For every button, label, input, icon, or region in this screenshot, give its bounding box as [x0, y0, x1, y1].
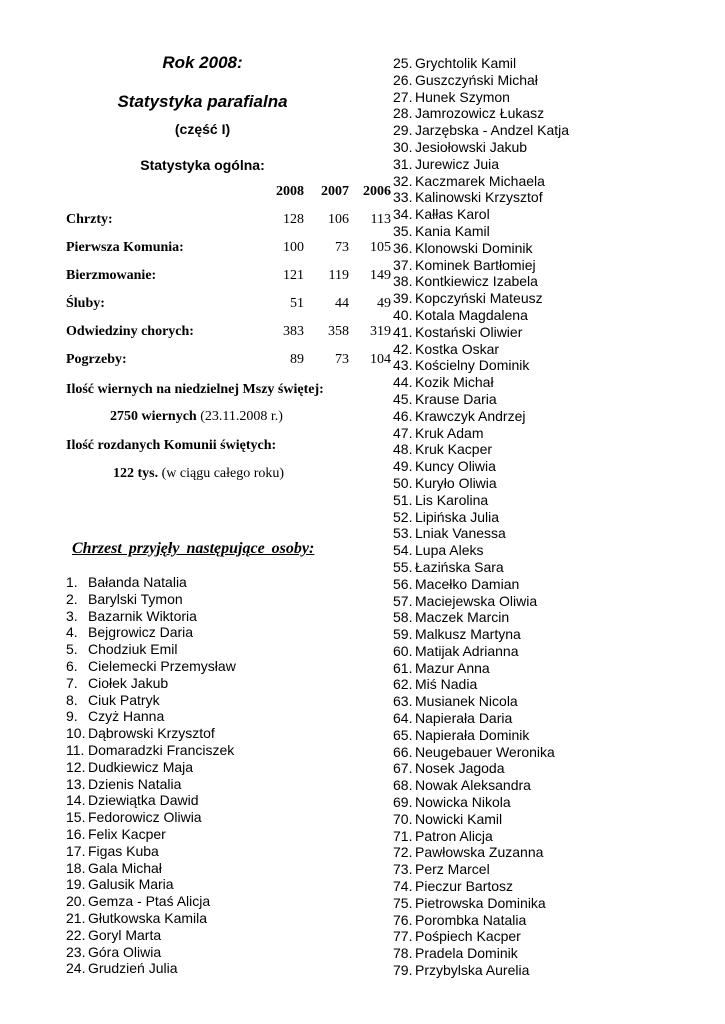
list-item-number: 79.	[393, 962, 413, 979]
list-item	[393, 223, 569, 240]
list-item	[393, 643, 569, 660]
list-item	[393, 89, 569, 106]
stats-value: 106	[328, 212, 349, 227]
stats-value: 105	[370, 240, 391, 255]
list-item-name: Pradela Dominik	[415, 945, 518, 962]
communion-label: Ilość rozdanych Komunii świętych:	[66, 438, 277, 453]
list-item-number: 68.	[393, 777, 413, 794]
list-item	[393, 206, 569, 223]
list-item	[66, 927, 236, 944]
list-item	[66, 843, 236, 860]
list-item-number: 67.	[393, 760, 413, 777]
list-item	[393, 828, 569, 845]
list-item-number: 32.	[393, 172, 413, 189]
stats-label: Odwiedziny chorych:	[66, 324, 194, 339]
list-item-number: 73.	[393, 861, 413, 878]
list-item-name: Kościelny Dominik	[415, 357, 530, 374]
list-item-number: 27.	[393, 88, 413, 105]
list-item-name: Lniak Vanessa	[415, 525, 506, 542]
list-item-name: Felix Kacper	[88, 825, 166, 842]
list-item	[393, 962, 569, 979]
list-item	[393, 441, 569, 458]
list-item-name: Nowicki Kamil	[415, 810, 503, 827]
list-item-number: 29.	[393, 122, 413, 139]
list-item-name: Gemza - Ptaś Alicja	[88, 893, 211, 910]
list-item-name: Jurewicz Juia	[415, 155, 500, 172]
stats-value: 89	[290, 352, 304, 367]
list-item	[66, 658, 236, 675]
part-subtitle: (część I)	[174, 121, 231, 137]
list-item	[393, 374, 569, 391]
year-title: Rok 2008:	[162, 53, 243, 72]
list-item	[66, 624, 236, 641]
list-item-name: Figas Kuba	[88, 842, 159, 859]
list-item-name: Galusik Maria	[88, 876, 174, 893]
list-item	[393, 173, 569, 190]
list-item-number: 61.	[393, 659, 413, 676]
list-item	[393, 391, 569, 408]
list-item-number: 42.	[393, 340, 413, 357]
stats-value: 44	[335, 296, 349, 311]
list-item-name: Nowicka Nikola	[415, 794, 511, 811]
list-item-number: 40.	[393, 306, 413, 323]
list-item-name: Napierała Dominik	[415, 726, 530, 743]
list-item	[393, 542, 569, 559]
list-item-number: 48.	[393, 441, 413, 458]
list-item-name: Patron Alicja	[415, 827, 493, 844]
list-item-name: Kozik Michał	[415, 374, 494, 391]
list-item-number: 19.	[66, 876, 86, 893]
list-item-name: Kania Kamil	[415, 222, 490, 239]
list-item-number: 70.	[393, 810, 413, 827]
baptized-list-right	[393, 55, 569, 979]
list-item	[393, 257, 569, 274]
list-item-name: Klonowski Dominik	[415, 239, 533, 256]
list-item	[393, 878, 569, 895]
list-item	[393, 55, 569, 72]
main-title: Statystyka parafialna	[117, 92, 288, 111]
list-item-name: Głutkowska Kamila	[88, 909, 208, 926]
list-item-number: 17.	[66, 842, 86, 859]
list-item-number: 53.	[393, 525, 413, 542]
list-item-name: Ciuk Patryk	[88, 691, 160, 708]
stats-label: Pogrzeby:	[66, 352, 127, 367]
list-item	[393, 727, 569, 744]
list-item	[393, 425, 569, 442]
list-item	[393, 509, 569, 526]
list-item-number: 13.	[66, 775, 86, 792]
list-item-name: Pietrowska Dominika	[415, 894, 546, 911]
list-item-number: 16.	[66, 825, 86, 842]
list-item-number: 33.	[393, 189, 413, 206]
list-item-number: 51.	[393, 491, 413, 508]
list-item-name: Krause Daria	[415, 390, 497, 407]
list-item-name: Chodziuk Emil	[88, 641, 178, 658]
list-item-number: 52.	[393, 508, 413, 525]
list-item-name: Lis Karolina	[415, 491, 489, 508]
list-item-name: Grudzień Julia	[88, 960, 178, 977]
list-item-number: 10.	[66, 725, 86, 742]
list-item	[393, 710, 569, 727]
list-item-name: Macełko Damian	[415, 575, 520, 592]
list-item-number: 30.	[393, 138, 413, 155]
list-item-number: 15.	[66, 809, 86, 826]
list-item-name: Kotala Magdalena	[415, 306, 528, 323]
list-item-number: 22.	[66, 926, 86, 943]
list-item-name: Pośpiech Kacper	[415, 928, 521, 945]
list-item-number: 55.	[393, 558, 413, 575]
list-item-number: 31.	[393, 155, 413, 172]
year-header: 2006	[363, 184, 391, 199]
list-item-number: 25.	[393, 55, 413, 71]
list-item	[66, 608, 236, 625]
list-item	[393, 525, 569, 542]
list-item-number: 36.	[393, 239, 413, 256]
list-item-name: Malkusz Martyna	[415, 626, 521, 643]
list-item-name: Kuryło Oliwia	[415, 474, 497, 491]
list-item	[66, 759, 236, 776]
list-item-number: 9.	[66, 708, 78, 725]
list-item-name: Barylski Tymon	[88, 590, 183, 607]
list-item-name: Guszczyński Michał	[415, 71, 538, 88]
list-item	[393, 945, 569, 962]
list-item-number: 18.	[66, 859, 86, 876]
list-item	[393, 341, 569, 358]
list-item-name: Gala Michał	[88, 859, 162, 876]
list-item	[393, 844, 569, 861]
list-item-number: 20.	[66, 893, 86, 910]
list-item-name: Kominek Bartłomiej	[415, 256, 536, 273]
list-item-name: Pieczur Bartosz	[415, 878, 514, 895]
list-item	[66, 876, 236, 893]
list-item-number: 66.	[393, 743, 413, 760]
list-item	[393, 189, 569, 206]
list-item	[393, 794, 569, 811]
list-item	[66, 641, 236, 658]
list-item	[393, 760, 569, 777]
list-item	[393, 811, 569, 828]
stats-label: Pierwsza Komunia:	[66, 240, 184, 255]
list-item-number: 46.	[393, 407, 413, 424]
list-item-name: Jamrozowicz Łukasz	[415, 105, 545, 122]
stats-value: 113	[370, 212, 391, 227]
list-item-name: Miś Nadia	[415, 676, 478, 693]
list-item	[66, 776, 236, 793]
list-item-number: 77.	[393, 928, 413, 945]
list-item	[393, 105, 569, 122]
list-item-number: 65.	[393, 726, 413, 743]
list-item-number: 44.	[393, 374, 413, 391]
list-item-number: 12.	[66, 758, 86, 775]
list-item	[393, 408, 569, 425]
list-item-name: Łazińska Sara	[415, 558, 504, 575]
list-item-number: 71.	[393, 827, 413, 844]
list-item-name: Kostański Oliwier	[415, 323, 523, 340]
list-item-name: Neugebauer Weronika	[415, 743, 555, 760]
list-item-name: Jarzębska - Andzel Katja	[415, 122, 570, 139]
list-item	[66, 675, 236, 692]
list-item	[393, 273, 569, 290]
list-item-number: 76.	[393, 911, 413, 928]
stats-value: 319	[370, 324, 391, 339]
list-item-number: 2.	[66, 590, 78, 607]
stats-value: 51	[290, 296, 304, 311]
list-item-name: Kalinowski Krzysztof	[415, 189, 543, 206]
list-item-number: 58.	[393, 609, 413, 626]
list-item	[393, 307, 569, 324]
stats-value: 100	[283, 240, 304, 255]
communion-note: (w ciągu całego roku)	[161, 466, 285, 481]
stats-value: 121	[283, 268, 304, 283]
year-header: 2007	[321, 184, 349, 199]
list-item	[393, 576, 569, 593]
list-item-name: Nosek Jagoda	[415, 760, 505, 777]
list-item-name: Kontkiewicz Izabela	[415, 273, 538, 290]
list-item-name: Bałanda Natalia	[88, 574, 187, 590]
list-item-number: 50.	[393, 474, 413, 491]
list-item	[393, 324, 569, 341]
list-item-number: 62.	[393, 676, 413, 693]
list-item	[66, 692, 236, 709]
list-item-number: 63.	[393, 693, 413, 710]
list-item-name: Krawczyk Andrzej	[415, 407, 526, 424]
list-item-number: 14.	[66, 792, 86, 809]
list-item-number: 49.	[393, 458, 413, 475]
communion-value-line	[113, 466, 284, 482]
attendance-value: 2750 wiernych	[110, 409, 197, 424]
general-stats-heading: Statystyka ogólna:	[140, 157, 265, 173]
list-item-name: Maczek Marcin	[415, 609, 510, 626]
list-item	[393, 676, 569, 693]
list-item-name: Ciołek Jakub	[88, 674, 169, 691]
list-item-name: Kaczmarek Michaela	[415, 172, 545, 189]
stats-value: 73	[335, 352, 349, 367]
list-item	[393, 559, 569, 576]
list-item-number: 57.	[393, 592, 413, 609]
list-item-number: 72.	[393, 844, 413, 861]
list-item-name: Napierała Daria	[415, 710, 513, 727]
list-item-number: 59.	[393, 626, 413, 643]
list-item-number: 78.	[393, 945, 413, 962]
list-item-name: Dudkiewicz Maja	[88, 758, 194, 775]
list-item-number: 5.	[66, 641, 78, 658]
list-item-name: Musianek Nicola	[415, 693, 518, 710]
list-item-name: Kostka Oskar	[415, 340, 500, 357]
list-item-name: Goryl Marta	[88, 926, 162, 943]
list-item	[66, 860, 236, 877]
list-item	[393, 912, 569, 929]
list-item	[66, 708, 236, 725]
list-item-number: 11.	[66, 741, 85, 758]
list-item	[393, 777, 569, 794]
list-item-number: 21.	[66, 909, 86, 926]
list-item	[66, 792, 236, 809]
list-item-name: Hunek Szymon	[415, 88, 510, 105]
list-item-name: Bejgrowicz Daria	[88, 624, 194, 641]
list-item-number: 64.	[393, 710, 413, 727]
list-item-number: 26.	[393, 71, 413, 88]
list-item-name: Jesiołowski Jakub	[415, 138, 528, 155]
list-item-name: Dzienis Natalia	[88, 775, 182, 792]
list-item	[393, 895, 569, 912]
list-item	[393, 593, 569, 610]
list-item-name: Dziewiątka Dawid	[88, 792, 199, 809]
list-item-name: Czyż Hanna	[88, 708, 165, 725]
list-item-name: Kałłas Karol	[415, 206, 490, 223]
list-item-name: Matijak Adrianna	[415, 642, 519, 659]
stats-label: Śluby:	[66, 296, 105, 311]
list-item	[393, 290, 569, 307]
stats-value: 383	[283, 324, 304, 339]
list-item-number: 37.	[393, 256, 413, 273]
list-item-name: Grychtolik Kamil	[415, 55, 517, 71]
stats-label: Chrzty:	[66, 212, 113, 227]
list-item	[66, 944, 236, 961]
list-item-name: Domaradzki Franciszek	[88, 741, 235, 758]
list-item-number: 34.	[393, 206, 413, 223]
stats-value: 149	[370, 268, 391, 283]
list-item	[393, 928, 569, 945]
stats-value: 104	[370, 352, 391, 367]
list-item	[66, 826, 236, 843]
list-item-name: Bazarnik Wiktoria	[88, 607, 197, 624]
stats-label: Bierzmowanie:	[66, 268, 157, 283]
list-item-number: 28.	[393, 105, 413, 122]
list-item-number: 38.	[393, 273, 413, 290]
attendance-value-line	[110, 409, 283, 425]
list-item	[393, 156, 569, 173]
list-item	[393, 139, 569, 156]
list-item	[393, 744, 569, 761]
list-item-number: 24.	[66, 960, 86, 977]
list-item-number: 47.	[393, 424, 413, 441]
list-item-name: Lupa Aleks	[415, 542, 484, 559]
list-item	[393, 240, 569, 257]
list-item-number: 75.	[393, 894, 413, 911]
list-item-number: 3.	[66, 607, 78, 624]
list-item	[66, 910, 236, 927]
list-item-number: 41.	[393, 323, 413, 340]
list-item-name: Kruk Adam	[415, 424, 484, 441]
list-item	[66, 742, 236, 759]
list-item	[66, 725, 236, 742]
list-item-name: Dąbrowski Krzysztof	[88, 725, 215, 742]
list-item-name: Góra Oliwia	[88, 943, 162, 960]
baptism-heading: Chrzest przyjęły następujące osoby:	[72, 540, 315, 557]
list-item	[393, 492, 569, 509]
list-item-name: Lipińska Julia	[415, 508, 500, 525]
list-item-number: 74.	[393, 878, 413, 895]
list-item-number: 39.	[393, 290, 413, 307]
stats-value: 49	[377, 296, 391, 311]
list-item	[393, 861, 569, 878]
year-header: 2008	[276, 184, 304, 199]
list-item-name: Kopczyński Mateusz	[415, 290, 543, 307]
list-item	[393, 693, 569, 710]
list-item-number: 60.	[393, 642, 413, 659]
list-item	[393, 122, 569, 139]
list-item	[393, 626, 569, 643]
list-item-number: 35.	[393, 222, 413, 239]
list-item-number: 23.	[66, 943, 86, 960]
list-item-number: 56.	[393, 575, 413, 592]
list-item-number: 1.	[66, 574, 78, 590]
list-item-name: Przybylska Aurelia	[415, 962, 530, 979]
stats-value: 128	[283, 212, 304, 227]
list-item-name: Kuncy Oliwia	[415, 458, 496, 475]
list-item	[393, 475, 569, 492]
list-item-number: 69.	[393, 794, 413, 811]
list-item	[393, 357, 569, 374]
list-item-number: 43.	[393, 357, 413, 374]
list-item-number: 45.	[393, 390, 413, 407]
list-item-number: 54.	[393, 542, 413, 559]
list-item	[66, 809, 236, 826]
list-item	[393, 458, 569, 475]
list-item	[66, 893, 236, 910]
list-item	[393, 609, 569, 626]
list-item-name: Pawłowska Zuzanna	[415, 844, 544, 861]
list-item-name: Kruk Kacper	[415, 441, 493, 458]
list-item-number: 6.	[66, 657, 78, 674]
list-item-name: Perz Marcel	[415, 861, 490, 878]
list-item-name: Nowak Aleksandra	[415, 777, 531, 794]
list-item	[393, 72, 569, 89]
list-item-name: Porombka Natalia	[415, 911, 527, 928]
communion-value: 122 tys.	[113, 466, 159, 481]
list-item	[393, 660, 569, 677]
list-item-name: Mazur Anna	[415, 659, 490, 676]
list-item-number: 7.	[66, 674, 78, 691]
list-item	[66, 574, 236, 591]
stats-value: 358	[328, 324, 349, 339]
list-item-number: 8.	[66, 691, 78, 708]
list-item	[66, 960, 236, 977]
stats-value: 119	[328, 268, 349, 283]
stats-value: 73	[335, 240, 349, 255]
attendance-note: (23.11.2008 r.)	[200, 409, 283, 424]
attendance-label: Ilość wiernych na niedzielnej Mszy świętej:	[66, 382, 324, 397]
list-item-number: 4.	[66, 624, 78, 641]
list-item-name: Fedorowicz Oliwia	[88, 809, 202, 826]
list-item-name: Maciejewska Oliwia	[415, 592, 538, 609]
list-item-name: Cielemecki Przemysław	[88, 657, 236, 674]
baptized-list-left	[66, 574, 236, 977]
list-item	[66, 591, 236, 608]
